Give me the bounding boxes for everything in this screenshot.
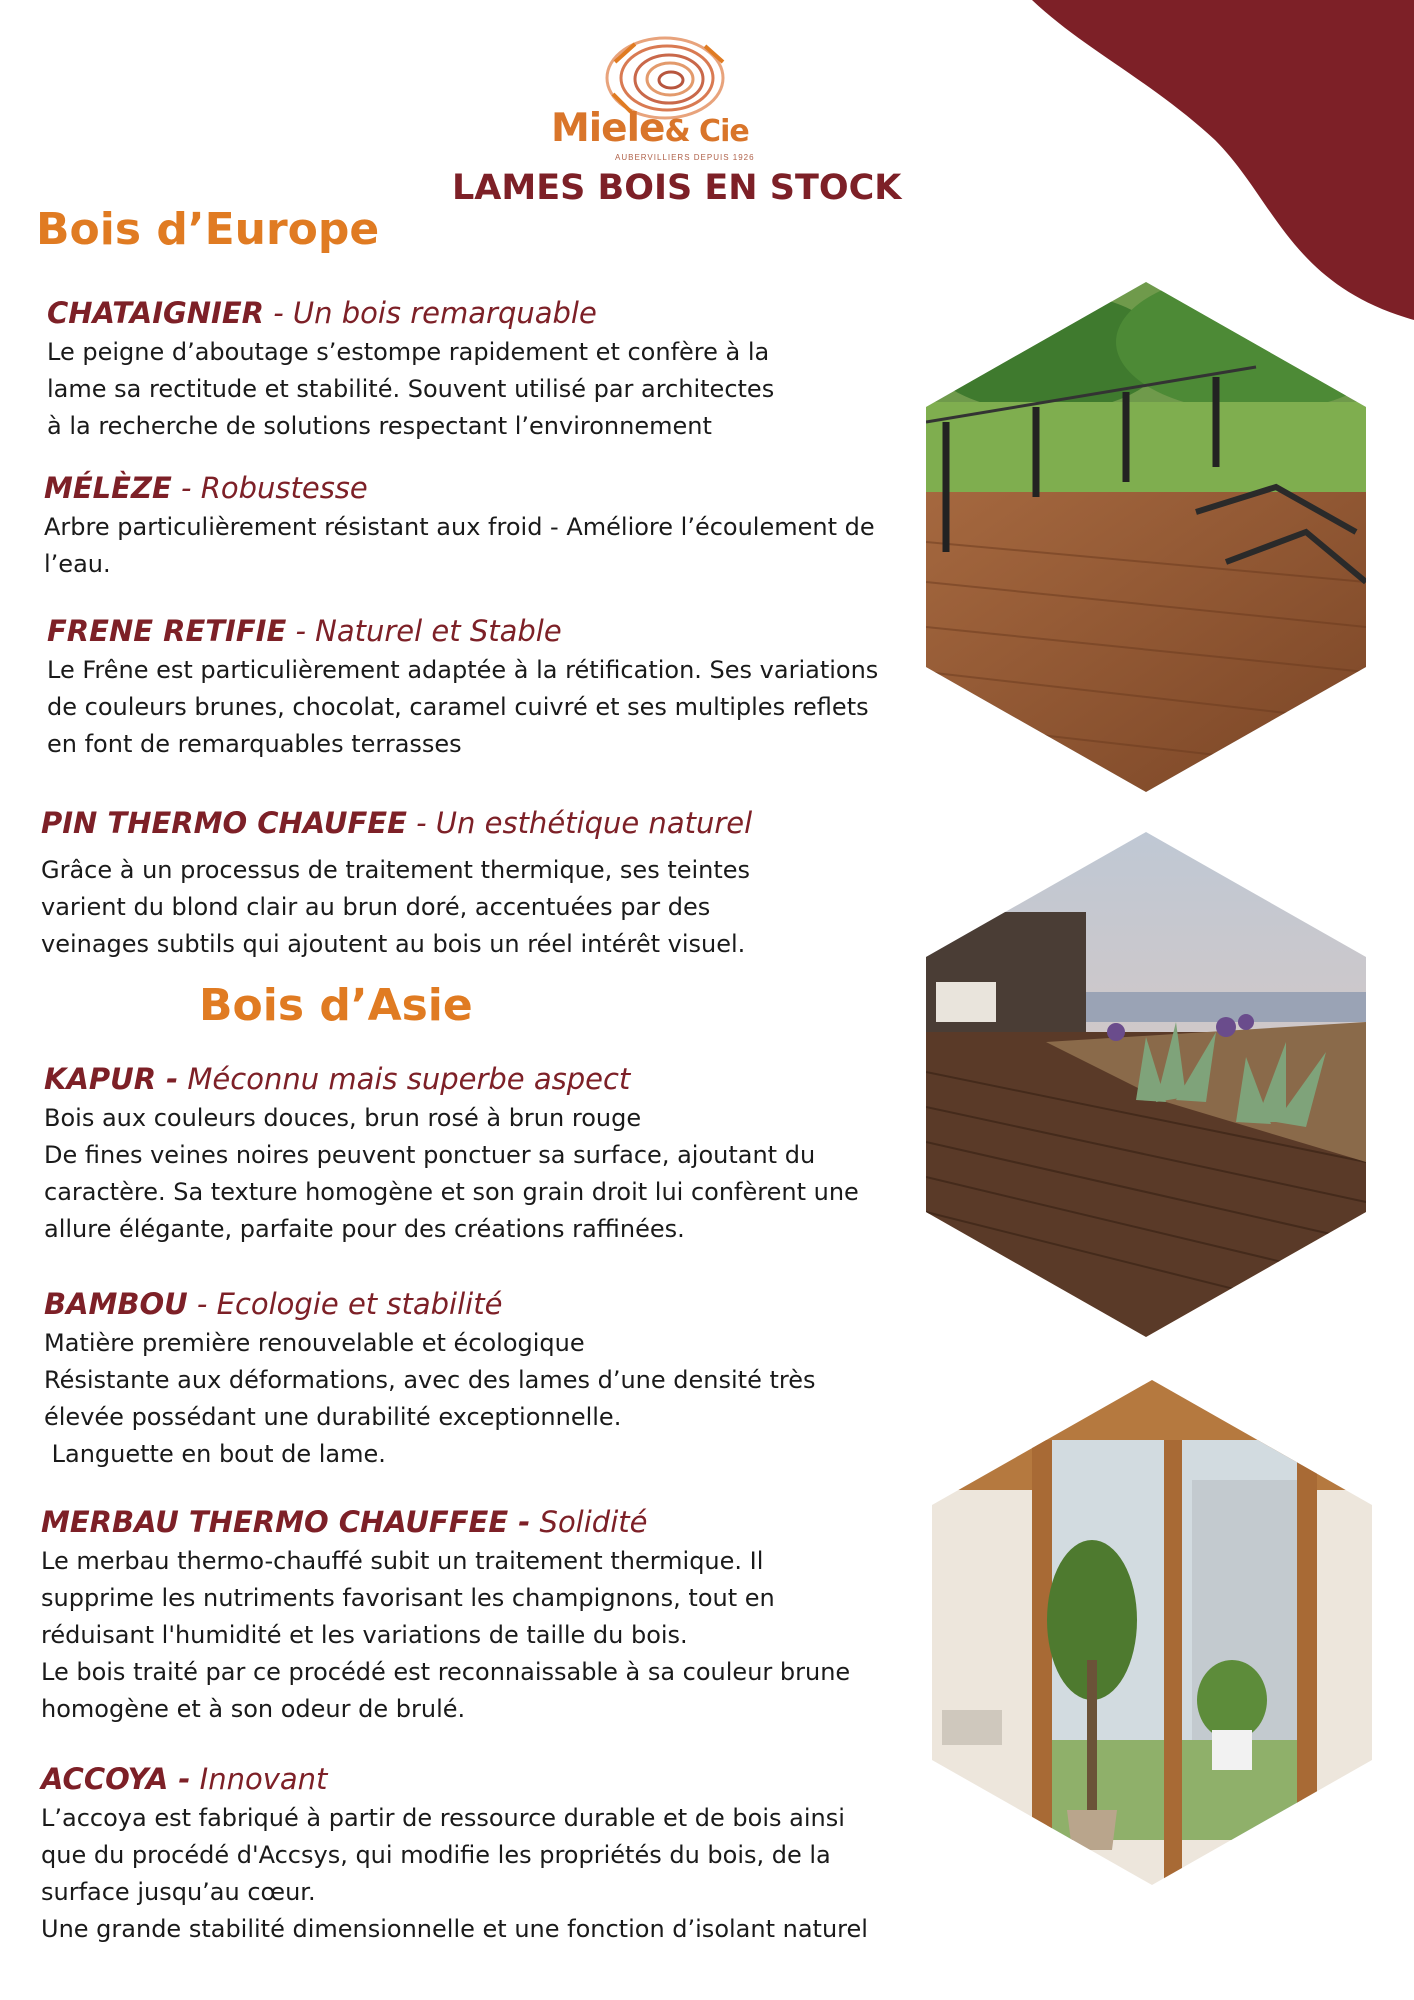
entry-text-line: supprime les nutriments favorisant les champignons, tout en <box>41 1584 775 1612</box>
company-logo <box>545 32 765 162</box>
entry-text-line: à la recherche de solutions respectant l’environnement <box>47 412 712 440</box>
entry-kapur <box>44 1062 859 1248</box>
entry-bambou <box>44 1287 816 1473</box>
entry-text-line: De fines veines noires peuvent ponctuer sa surface, ajoutant du <box>44 1141 816 1169</box>
entry-name: MERBAU THERMO CHAUFFEE - <box>41 1505 531 1539</box>
entry-name: PIN THERMO CHAUFEE <box>41 806 407 840</box>
entry-text-line: veinages subtils qui ajoutent au bois un réel intérêt visuel. <box>41 930 746 958</box>
entry-text-line: Résistante aux déformations, avec des lames d’une densité très <box>44 1366 816 1394</box>
entry-text-line: Le merbau thermo-chauffé subit un traitement thermique. Il <box>41 1547 764 1575</box>
logo-tagline: AUBERVILLIERS DEPUIS 1926 <box>615 153 755 162</box>
section-heading-europe: Bois d’Europe <box>36 204 380 255</box>
entry-text-line: que du procédé d'Accsys, qui modifie les propriétés du bois, de la <box>41 1841 831 1869</box>
entry-text-line: L’accoya est fabriqué à partir de ressource durable et de bois ainsi <box>41 1804 845 1832</box>
entry-text-line: allure élégante, parfaite pour des créations raffinées. <box>44 1215 685 1243</box>
entry-tagline: - Ecologie et stabilité <box>187 1287 503 1321</box>
deck-with-agave-garden-photo <box>926 832 1366 1337</box>
entry-frene-retifie <box>47 614 878 763</box>
entry-text-line: Le bois traité par ce procédé est reconnaissable à sa couleur brune <box>41 1658 851 1686</box>
entry-tagline: - Un bois remarquable <box>264 296 597 330</box>
entry-text-line: Bois aux couleurs douces, brun rosé à brun rouge <box>44 1104 642 1132</box>
entry-text-line: l’eau. <box>44 550 111 578</box>
entry-text-line: Grâce à un processus de traitement thermique, ses teintes <box>41 856 751 884</box>
entry-chataignier <box>47 296 774 445</box>
entry-name: FRENE RETIFIE <box>47 614 287 648</box>
entry-tagline: Innovant <box>190 1762 328 1796</box>
page-title: LAMES BOIS EN STOCK <box>452 168 902 208</box>
entry-name: MÉLÈZE <box>44 471 172 505</box>
entry-meleze <box>44 471 875 583</box>
entry-name: KAPUR - <box>44 1062 179 1096</box>
entry-tagline: - Naturel et Stable <box>286 614 562 648</box>
window-courtyard-tree-photo <box>932 1380 1372 1885</box>
entry-text-line: caractère. Sa texture homogène et son grain droit lui confèrent une <box>44 1178 859 1206</box>
entry-name: ACCOYA - <box>41 1762 191 1796</box>
entry-tagline: - Robustesse <box>171 471 368 505</box>
deck-with-glass-railing-photo <box>926 282 1366 792</box>
entry-tagline: Solidité <box>530 1505 648 1539</box>
entry-name: BAMBOU <box>44 1287 188 1321</box>
entry-text-line: Le peigne d’aboutage s’estompe rapidement et confère à la <box>47 338 770 366</box>
entry-text-line: Arbre particulièrement résistant aux froid - Améliore l’écoulement de <box>44 513 875 541</box>
entry-text-line: Matière première renouvelable et écologique <box>44 1329 585 1357</box>
entry-pin-thermo-chaufee <box>41 806 752 963</box>
entry-tagline: - Un esthétique naturel <box>406 806 753 840</box>
entry-text-line: homogène et à son odeur de brulé. <box>41 1695 466 1723</box>
entry-text-line: de couleurs brunes, chocolat, caramel cuivré et ses multiples reflets <box>47 693 869 721</box>
entry-text-line: Languette en bout de lame. <box>44 1440 386 1468</box>
entry-text-line: varient du blond clair au brun doré, accentuées par des <box>41 893 711 921</box>
entry-tagline: Méconnu mais superbe aspect <box>178 1062 631 1096</box>
entry-text-line: surface jusqu’au cœur. <box>41 1878 316 1906</box>
entry-text-line: Une grande stabilité dimensionnelle et une fonction d’isolant naturel <box>41 1915 868 1943</box>
entry-accoya <box>41 1762 868 1948</box>
logo-brand-name: Miele <box>551 106 665 151</box>
entry-name: CHATAIGNIER <box>47 296 264 330</box>
logo-brand-suffix: & Cie <box>664 114 749 149</box>
entry-text-line: en font de remarquables terrasses <box>47 730 462 758</box>
entry-text-line: élevée possédant une durabilité exceptionnelle. <box>44 1403 622 1431</box>
entry-text-line: lame sa rectitude et stabilité. Souvent utilisé par architectes <box>47 375 775 403</box>
section-heading-asia: Bois d’Asie <box>199 980 473 1031</box>
entry-text-line: réduisant l'humidité et les variations de taille du bois. <box>41 1621 688 1649</box>
entry-text-line: Le Frêne est particulièrement adaptée à la rétification. Ses variations <box>47 656 879 684</box>
entry-merbau-thermo-chauffee <box>41 1505 850 1728</box>
